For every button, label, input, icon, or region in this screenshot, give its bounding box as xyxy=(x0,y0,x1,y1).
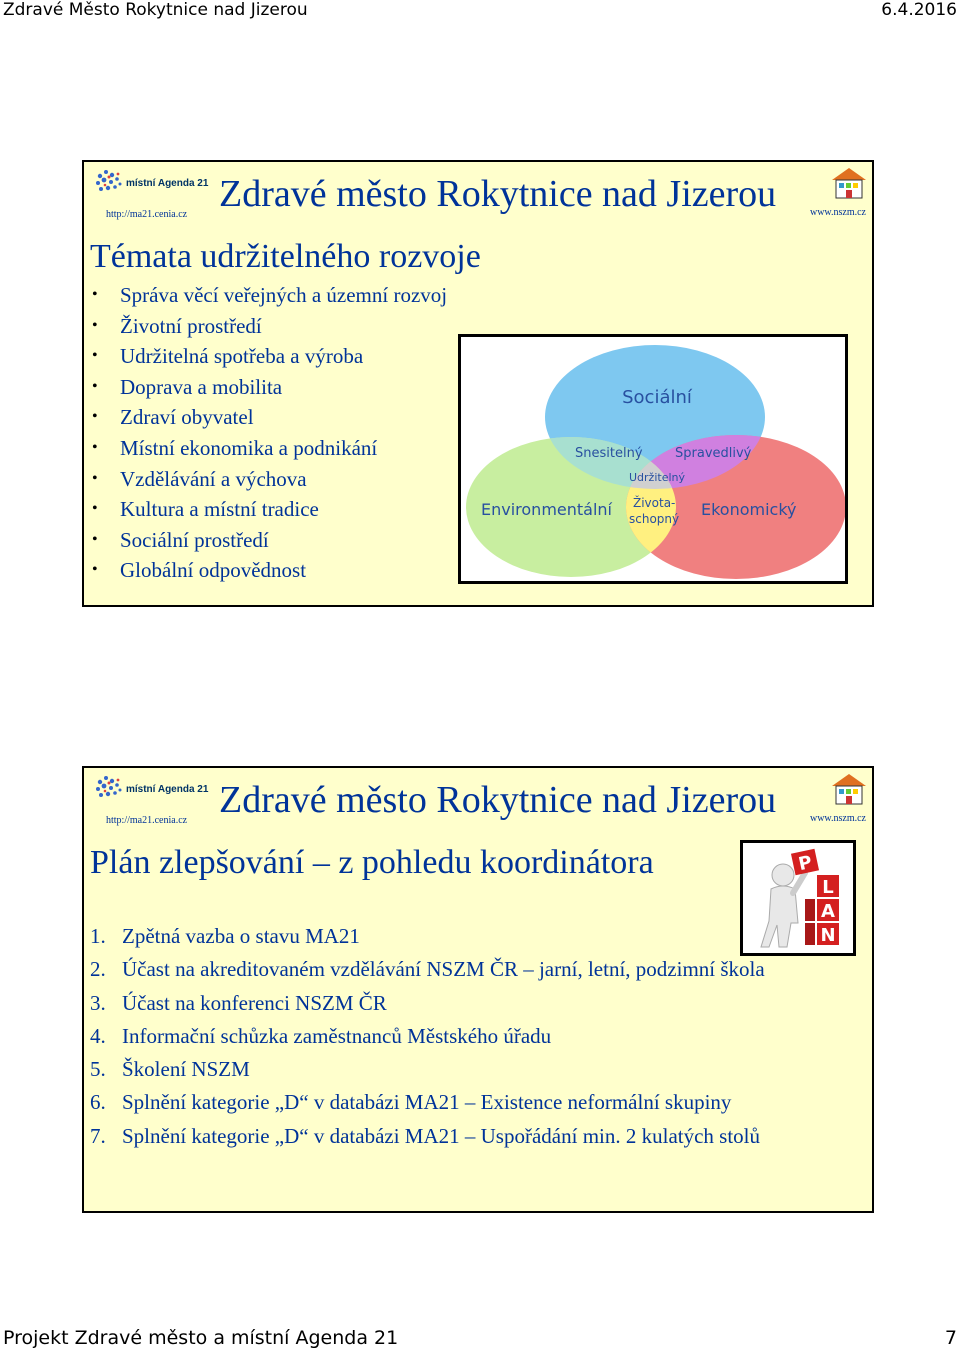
list-item: 5. Školení NSZM xyxy=(90,1057,250,1082)
list-item: • Životní prostředí xyxy=(92,313,262,338)
economic-label: Ekonomický xyxy=(701,500,797,519)
viable-label-2: schopný xyxy=(629,512,680,526)
list-item: • Globální odpovědnost xyxy=(92,558,307,583)
list-item: 6. Splnění kategorie „D“ v databázi MA21 – Existence neformální skupiny xyxy=(90,1090,732,1115)
bearable-label: Snesitelný xyxy=(575,446,643,461)
list-item: 3. Účast na konferenci NSZM ČR xyxy=(90,990,387,1015)
header-title: Zdravé Město Rokytnice nad Jizerou xyxy=(3,0,308,20)
nszm-logo-icon xyxy=(830,772,868,806)
sustainable-label: Udržitelný xyxy=(629,471,686,484)
list-item: 7. Splnění kategorie „D“ v databázi MA21 – Uspořádání min. 2 kulatých stolů xyxy=(90,1123,761,1148)
plan-list xyxy=(90,920,765,1153)
slide-2-title: Zdravé město Rokytnice nad Jizerou xyxy=(219,779,777,821)
equitable-label: Spravedlivý xyxy=(675,446,752,461)
list-item: • Doprava a mobilita xyxy=(92,374,283,399)
plan-letter-l: L xyxy=(822,877,834,898)
plan-letter-a: A xyxy=(821,901,835,922)
page-footer xyxy=(0,1327,960,1353)
slide-1 xyxy=(82,160,874,607)
slide-2-heading: Plán zlepšování – z pohledu koordinátora xyxy=(90,844,654,881)
viable-label-1: Života- xyxy=(633,496,676,510)
ma21-logo-text: místní Agenda 21 xyxy=(126,178,209,189)
list-item: 4. Informační schůzka zaměstnanců Městského úřadu xyxy=(90,1023,552,1048)
ma21-url[interactable]: http://ma21.cenia.cz xyxy=(106,815,188,826)
ma21-logo-icon xyxy=(92,166,212,200)
nszm-logo-icon xyxy=(830,166,868,200)
list-item: 1. Zpětná vazba o stavu MA21 xyxy=(90,924,360,948)
environmental-label: Environmentální xyxy=(481,500,612,519)
slide-1-heading: Témata udržitelného rozvoje xyxy=(90,238,481,275)
plan-letter-p: P xyxy=(796,851,814,876)
page-number: 7 xyxy=(944,1327,957,1349)
plan-letter-n: N xyxy=(820,925,836,946)
page-header xyxy=(0,0,960,24)
ma21-logo-text: místní Agenda 21 xyxy=(126,784,209,795)
list-item: 2. Účast na akreditovaném vzdělávání NSZM ČR – jarní, letní, podzimní škola xyxy=(90,957,765,982)
list-item: • Správa věcí veřejných a územní rozvoj xyxy=(92,283,448,307)
header-date: 6.4.2016 xyxy=(881,0,957,20)
topics-list xyxy=(90,280,447,586)
slide-1-title: Zdravé město Rokytnice nad Jizerou xyxy=(219,173,777,215)
list-item: • Kultura a místní tradice xyxy=(92,497,319,522)
list-item: • Místní ekonomika a podnikání xyxy=(92,435,378,460)
ma21-logo-icon xyxy=(92,772,212,806)
venn-diagram xyxy=(458,334,848,584)
nszm-url[interactable]: www.nszm.cz xyxy=(809,207,866,218)
venn-svg xyxy=(461,337,845,581)
list-item: • Sociální prostředí xyxy=(92,527,269,552)
list-item: • Vzdělávání a výchova xyxy=(92,466,307,491)
list-item: • Zdraví obyvatel xyxy=(92,405,254,430)
ma21-url[interactable]: http://ma21.cenia.cz xyxy=(106,209,188,220)
footer-title: Projekt Zdravé město a místní Agenda 21 xyxy=(3,1327,399,1349)
social-label: Sociální xyxy=(622,387,692,408)
nszm-url[interactable]: www.nszm.cz xyxy=(809,813,866,824)
slide-2 xyxy=(82,766,874,1213)
list-item: • Udržitelná spotřeba a výroba xyxy=(92,344,364,369)
